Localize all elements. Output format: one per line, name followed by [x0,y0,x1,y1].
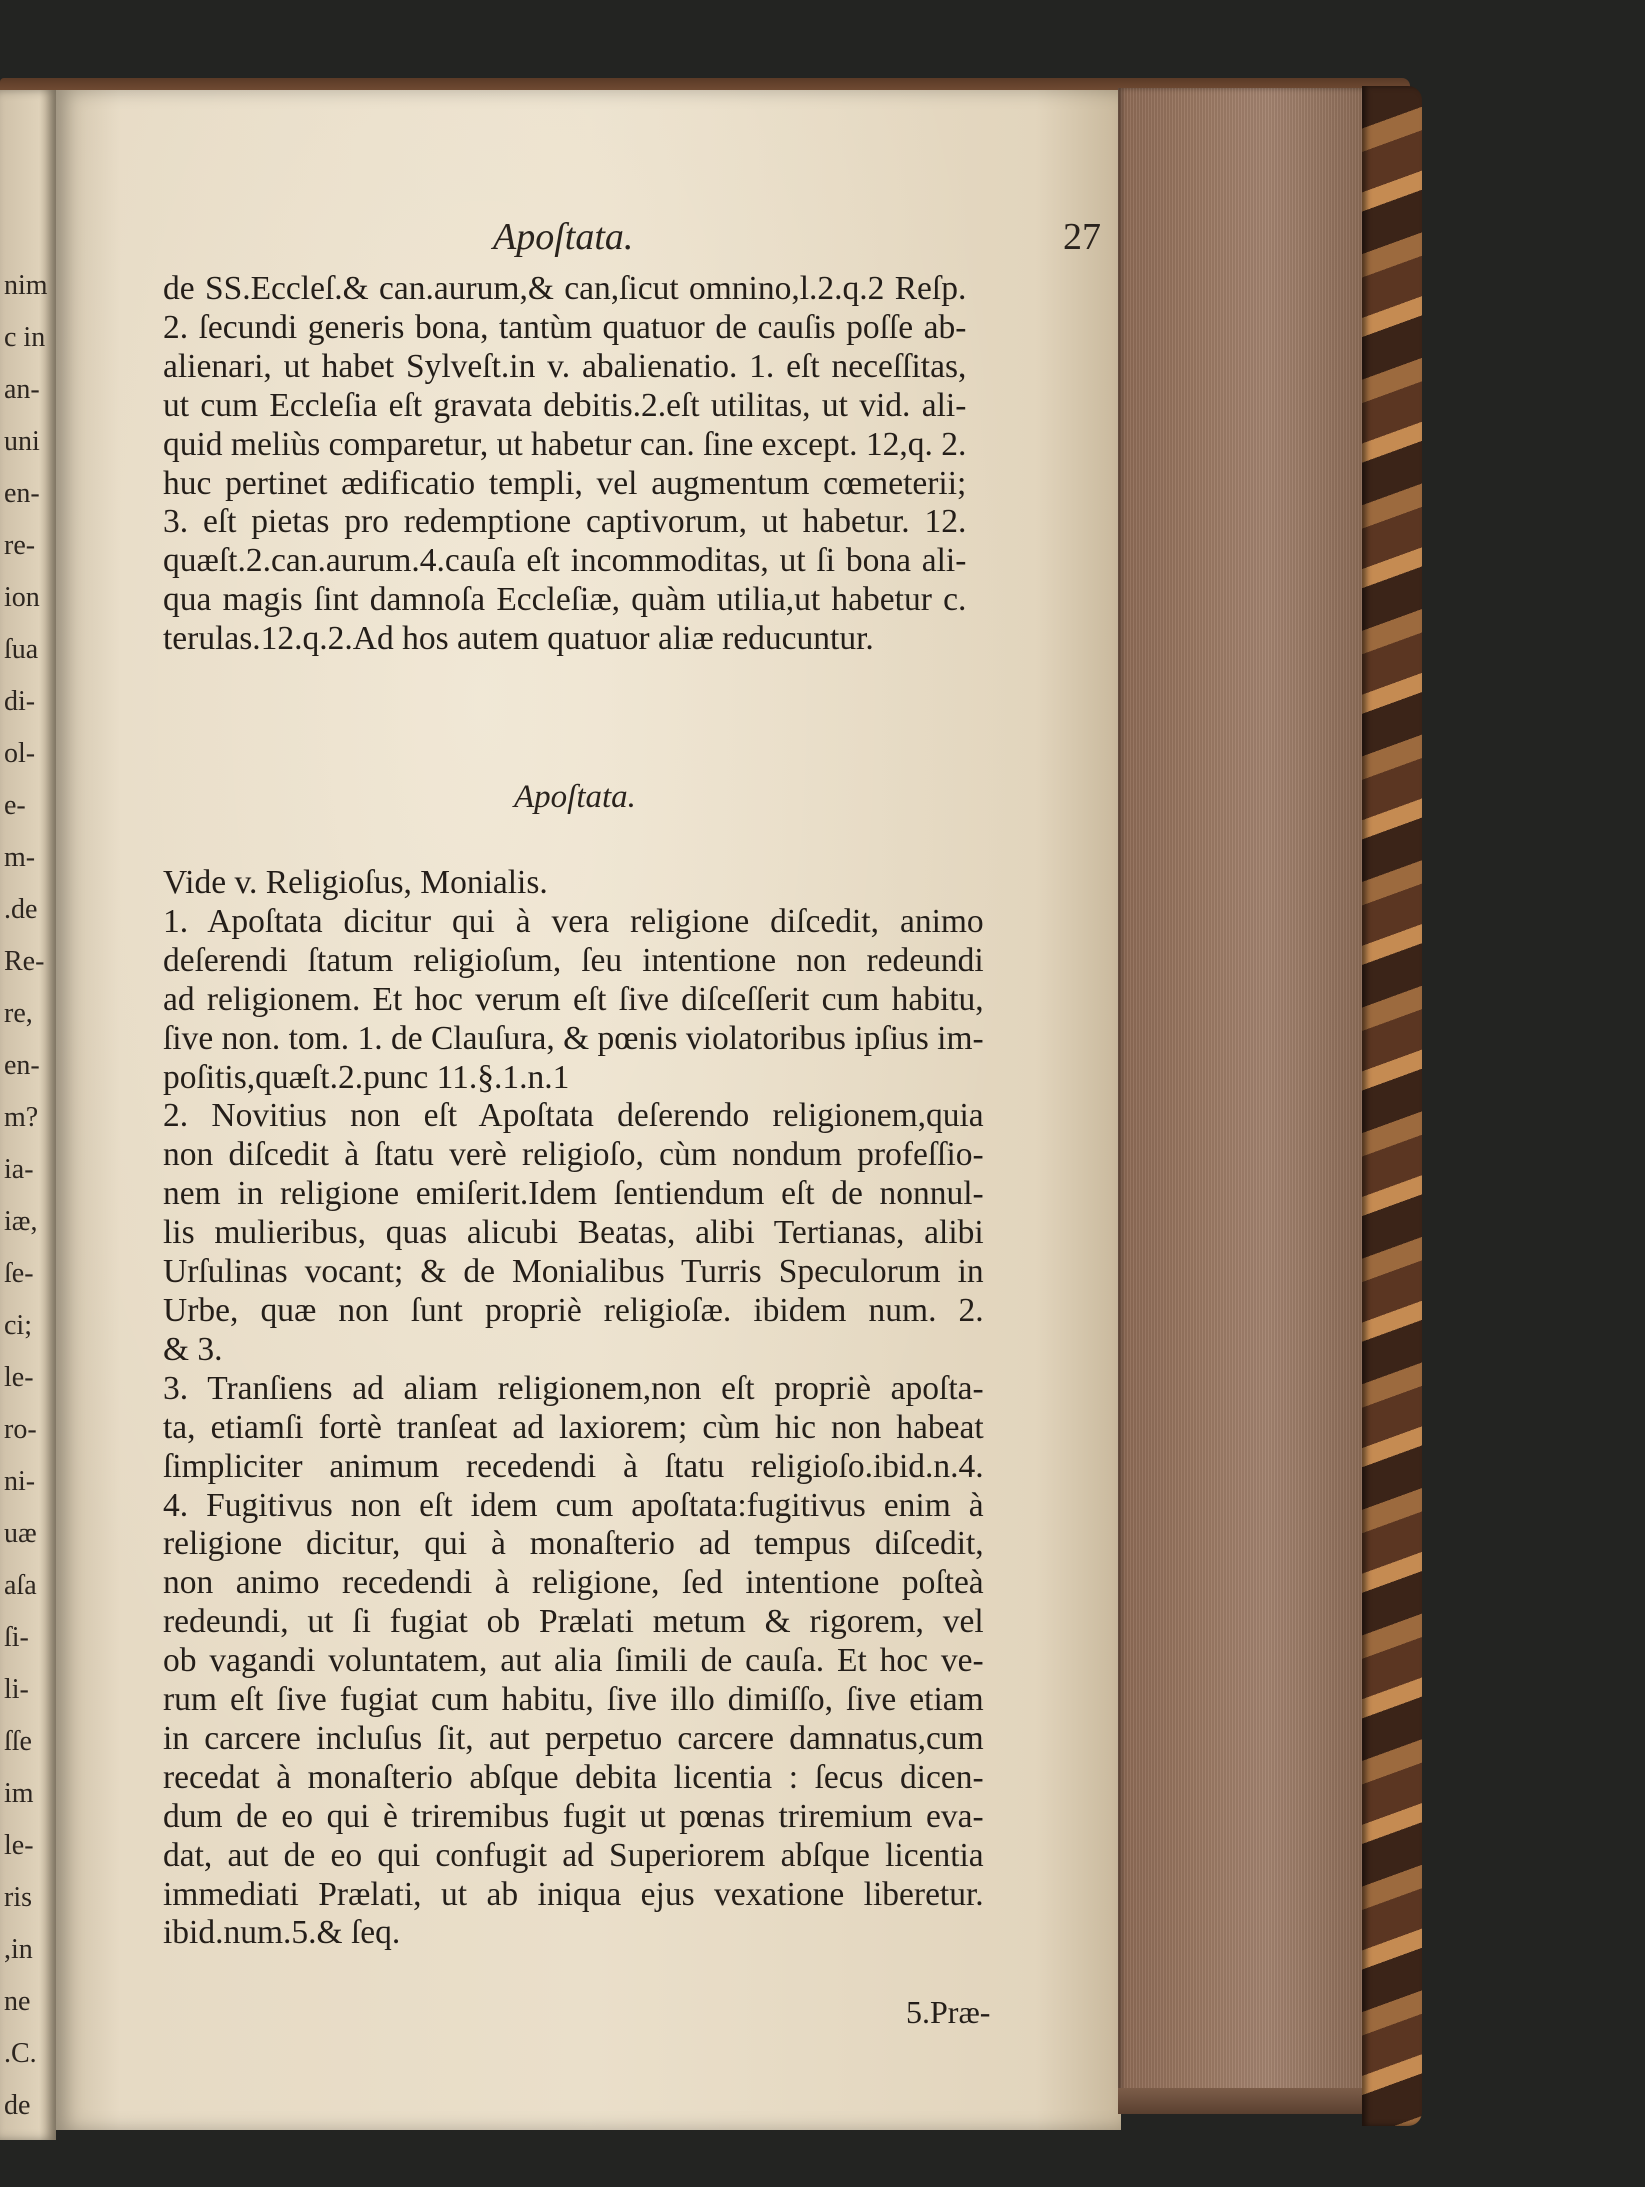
left-page-fragment: ion [4,582,40,613]
text-line: dum de eo qui è triremibus fugit ut pœnas triremium eva- [163,1797,984,1835]
text-line: 2. Novitius non eſt Apoſtata deſerendo religionem,quia [163,1097,984,1135]
left-page-fragment: aſa [4,1570,37,1601]
text-line: nem in religione emiſerit.Idem ſentiendum eſt de nonnul- [163,1175,984,1213]
text-line: quæſt.2.can.aurum.4.cauſa eſt incommoditas, ut ſi bona ali- [163,542,967,580]
left-page-fragment: ia- [4,1154,34,1185]
text-line: immediati Prælati, ut ab iniqua ejus vexatione liberetur. [163,1875,984,1913]
text-line: in carcere incluſus ſit, aut perpetuo carcere damnatus,cum [163,1719,984,1757]
left-page-fragment: di- [4,686,36,717]
left-page-edge [0,90,56,2140]
left-page-fragment: Re- [4,946,45,977]
text-line: 3. eſt pietas pro redemptione captivorum, ut habetur. 12. [163,503,967,541]
left-page-fragment: re, [4,998,33,1029]
left-page-fragment: ſi- [4,1622,29,1653]
text-line: quid meliùs comparetur, ut habetur can. ſine except. 12,q. 2. [163,425,967,463]
running-head-title: Apoſtata. [493,216,634,258]
text-line: ta, etiamſi fortè tranſeat ad laxiorem; cùm hic non habeat [163,1408,984,1446]
left-page-fragment: le- [4,1362,34,1393]
text-line: 1. Apoſtata dicitur qui à vera religione diſcedit, animo [163,902,984,940]
left-page-fragment: .de [4,894,38,925]
left-page-fragment: m? [4,1102,39,1133]
page-block-bottom [1118,2088,1388,2114]
section-heading: Apoſtata. [514,779,636,815]
text-line: de SS.Eccleſ.& can.aurum,& can,ſicut omnino,l.2.q.2 Reſp. [163,270,967,307]
left-page-fragment: ci; [4,1310,32,1341]
left-page-fragment: ſſe [4,1726,32,1757]
text-line: ſimpliciter animum recedendi à ſtatu religioſo.ibid.n.4. [163,1447,984,1485]
left-page-fragment: ,in [4,1934,33,1965]
left-page-fragment: nim [4,270,48,301]
text-line: huc pertinet ædificatio templi, vel augmentum cœmeterii; [163,464,967,502]
text-line: religione dicitur, qui à monaſterio ad tempus diſcedit, [163,1525,984,1563]
text-line: terulas.12.q.2.Ad hos autem quatuor aliæ reducuntur. [163,620,874,658]
left-page-fragment: c in [4,322,46,353]
text-line: 3. Tranſiens ad aliam religionem,non eſt propriè apoſta- [163,1369,984,1407]
left-page-fragment: re- [4,530,36,561]
text-line: Urſulinas vocant; & de Monialibus Turris Speculorum in [163,1253,984,1291]
left-page-fragment: en- [4,1050,40,1081]
left-page-fragment: m- [4,842,36,873]
left-page-fragment: uæ [4,1518,37,1549]
left-page-fragment: ol- [4,738,36,769]
text-line: qua magis ſint damnoſa Eccleſiæ, quàm utilia,ut habetur c. [163,581,967,619]
text-line: Urbe, quæ non ſunt propriè religioſæ. ibidem num. 2. [163,1291,984,1329]
left-page-fragment: ne [4,1986,31,2017]
text-line: dat, aut de eo qui confugit ad Superiorem abſque licentia [163,1836,984,1874]
left-page-fragment: li- [4,1674,29,1705]
entry-paragraphs [163,864,984,1953]
text-line: ibid.num.5.& ſeq. [163,1914,401,1952]
text-line: rum eſt ſive fugiat cum habitu, ſive illo dimiſſo, ſive etiam [163,1681,984,1719]
left-page-fragment: le- [4,1830,34,1861]
catchword: 5.Præ- [906,1994,991,2030]
page-number: 27 [1063,216,1101,258]
left-page-fragment: an- [4,374,40,405]
left-page-fragment: en- [4,478,40,509]
left-page-fragment: de [4,2090,31,2121]
left-page-fragment: .C. [4,2038,37,2069]
text-line: 4. Fugitivus non eſt idem cum apoſtata:fugitivus enim à [163,1486,984,1524]
text-line: Vide v. Religioſus, Monialis. [163,864,548,901]
marbled-cover-edge [1362,86,1422,2126]
left-page-fragment: iæ, [4,1206,38,1237]
left-page-fragment: ris [4,1882,32,1913]
text-line: & 3. [163,1330,223,1368]
text-line: alienari, ut habet Sylveſt.in v. abalienatio. 1. eſt neceſſitas, [163,347,967,385]
text-line: ob vagandi voluntatem, aut alia ſimili de cauſa. Et hoc ve- [163,1642,984,1680]
left-page-fragment: e- [4,790,26,821]
left-page-fragment: ſua [4,634,39,665]
text-line: lis mulieribus, quas alicubi Beatas, alibi Tertianas, alibi [163,1214,984,1252]
text-line: ad religionem. Et hoc verum eſt ſive diſceſſerit cum habitu, [163,980,984,1018]
text-line: poſitis,quæſt.2.punc 11.§.1.n.1 [163,1058,570,1096]
text-line: deſerendi ſtatum religioſum, ſeu intentione non redeundi [163,941,984,979]
open-book [0,78,1420,2138]
text-line: ut cum Eccleſia eſt gravata debitis.2.eſt utilitas, ut vid. ali- [163,386,967,424]
left-page-fragment: ſe- [4,1258,34,1289]
text-line: 2. ſecundi generis bona, tantùm quatuor de cauſis poſſe ab- [163,308,967,346]
right-page [56,90,1121,2130]
text-line: non diſcedit à ſtatu verè religioſo, cùm nondum profeſſio- [163,1136,984,1174]
page-block-fore-edge [1118,88,1368,2098]
text-line: recedat à monaſterio abſque debita licentia : ſecus dicen- [163,1758,984,1796]
text-line: ſive non. tom. 1. de Clauſura, & pœnis violatoribus ipſius im- [163,1019,984,1057]
left-page-fragment: ro- [4,1414,37,1445]
left-page-fragment: ni- [4,1466,36,1497]
continuation-paragraph [163,270,966,659]
text-line: redeundi, ut ſi fugiat ob Prælati metum & rigorem, vel [163,1603,984,1641]
text-line: non animo recedendi à religione, ſed intentione poſteà [163,1564,984,1602]
left-page-fragment: im [4,1778,34,1809]
left-page-fragment: uni [4,426,40,457]
